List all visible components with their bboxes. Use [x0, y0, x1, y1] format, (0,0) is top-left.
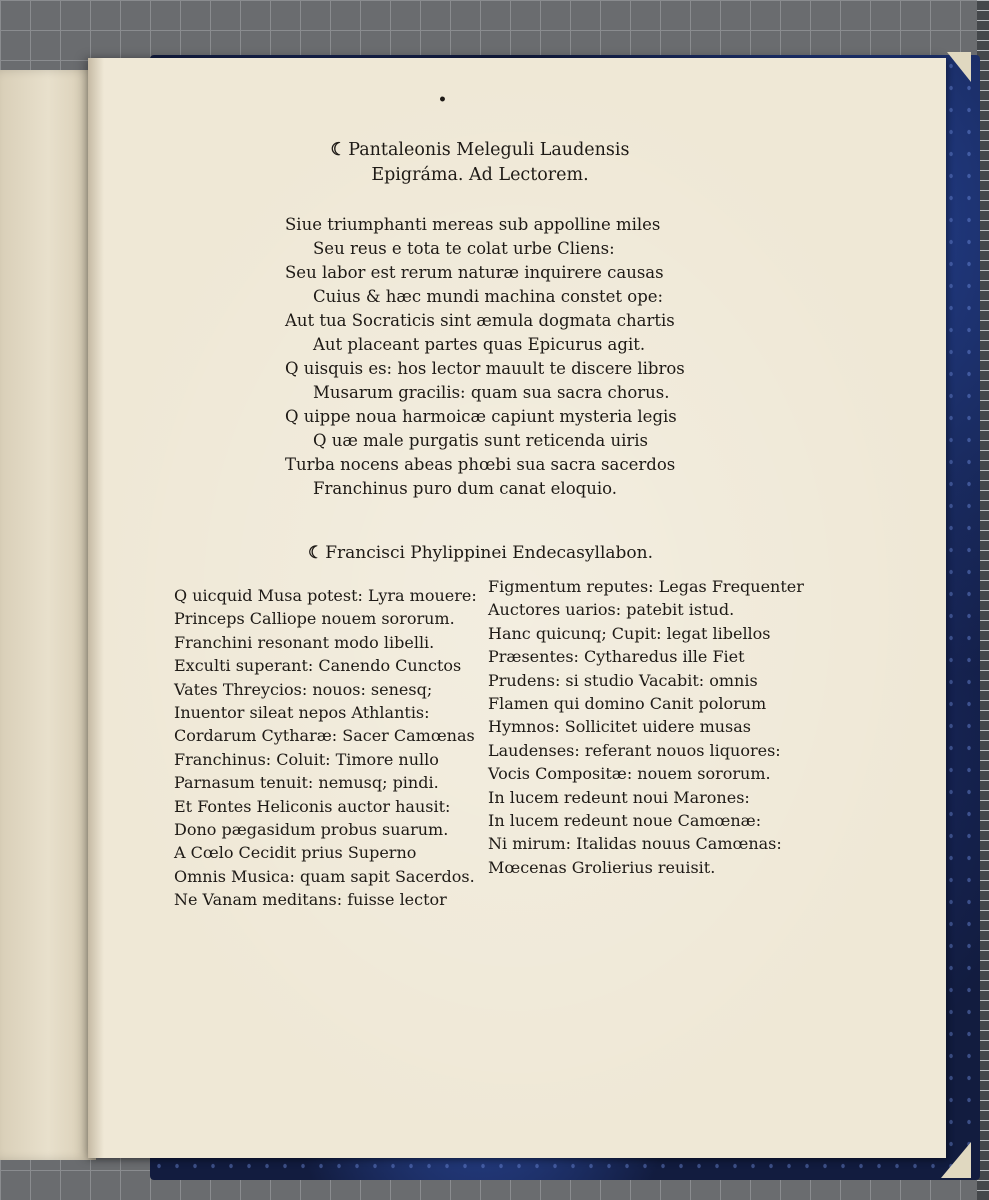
subheading-text: Francisci Phylippinei Endecasyllabon. [325, 543, 653, 563]
verse-line: Et Fontes Heliconis auctor hausit: [174, 796, 451, 816]
paragraph-mark-icon: ☾ [308, 543, 324, 563]
poem-line: Cuius & hæc mundi machina constet ope: [313, 287, 664, 306]
page-heading [300, 138, 660, 188]
verse-line: Princeps Calliope nouem sororum. [174, 609, 455, 629]
hendecasyllable-right-column [488, 575, 804, 879]
verse-line: Hanc quicunq; Cupit: legat libellos [488, 623, 771, 643]
poem-line: Seu labor est rerum naturæ inquirere causas [285, 263, 664, 282]
verse-line: Flamen qui domino Canit polorum [488, 694, 767, 714]
verse-line: Figmentum reputes: Legas Frequenter [488, 577, 804, 596]
verse-line: Hymnos: Sollicitet uidere musas [488, 717, 751, 737]
verse-line: Laudenses: referant nouos liquores: [488, 740, 781, 760]
left-page [0, 70, 96, 1160]
poem-line: Aut placeant partes quas Epicurus agit. [313, 335, 646, 354]
poem-line: Seu reus e tota te colat urbe Cliens: [313, 239, 615, 258]
verse-line: Q uicquid Musa potest: Lyra mouere: [174, 586, 477, 605]
verse-line: Vocis Compositæ: nouem sororum. [488, 764, 771, 784]
heading-line-2: Epigráma. Ad Lectorem. [371, 165, 589, 185]
poem-line: Q uisquis es: hos lector mauult te discere libros [285, 359, 685, 378]
verse-line: Auctores uarios: patebit istud. [488, 600, 735, 620]
section-subheading [308, 541, 668, 565]
hendecasyllable-left-column [174, 584, 477, 912]
epigram-poem [285, 213, 705, 501]
page-gutter [88, 58, 104, 1158]
verse-line: A Cœlo Cecidit prius Superno [174, 843, 417, 863]
verse-line: Exculti superant: Canendo Cunctos [174, 656, 462, 676]
signature-mark: • [438, 92, 447, 108]
poem-line: Aut tua Socraticis sint æmula dogmata chartis [285, 311, 675, 330]
paragraph-mark-icon: ☾ [330, 140, 347, 160]
verse-line: Cordarum Cytharæ: Sacer Camœnas [174, 726, 475, 746]
verse-line: Præsentes: Cytharedus ille Fiet [488, 647, 745, 667]
verse-line: Vates Threycios: nouos: senesq; [174, 679, 433, 699]
verse-line: Inuentor sileat nepos Athlantis: [174, 703, 430, 723]
verse-line: In lucem redeunt noui Marones: [488, 787, 750, 807]
poem-line: Franchinus puro dum canat eloquio. [313, 479, 617, 498]
poem-line: Q uippe noua harmoicæ capiunt mysteria legis [285, 407, 677, 426]
verse-line: Ni mirum: Italidas nouus Camœnas: [488, 834, 782, 854]
verse-line: Mœcenas Grolierius reuisit. [488, 857, 716, 877]
verse-line: Franchinus: Coluit: Timore nullo [174, 749, 439, 769]
verse-line: Franchini resonant modo libelli. [174, 632, 435, 652]
poem-line: Q uæ male purgatis sunt reticenda uiris [313, 431, 648, 450]
poem-line: Siue triumphanti mereas sub appolline miles [285, 215, 661, 234]
verse-line: Omnis Musica: quam sapit Sacerdos. [174, 866, 475, 886]
heading-line-1: Pantaleonis Meleguli Laudensis [348, 140, 630, 160]
poem-line: Musarum gracilis: quam sua sacra chorus. [313, 383, 670, 402]
verse-line: Dono pægasidum probus suarum. [174, 820, 449, 840]
verse-line: Ne Vanam meditans: fuisse lector [174, 890, 447, 910]
verse-line: In lucem redeunt noue Camœnæ: [488, 811, 762, 831]
verse-line: Prudens: si studio Vacabit: omnis [488, 670, 758, 690]
poem-line: Turba nocens abeas phœbi sua sacra sacerdos [285, 455, 676, 474]
page-corner-bottom [941, 1142, 971, 1178]
verse-line: Parnasum tenuit: nemusq; pindi. [174, 773, 439, 793]
page-corner-top [947, 52, 971, 82]
